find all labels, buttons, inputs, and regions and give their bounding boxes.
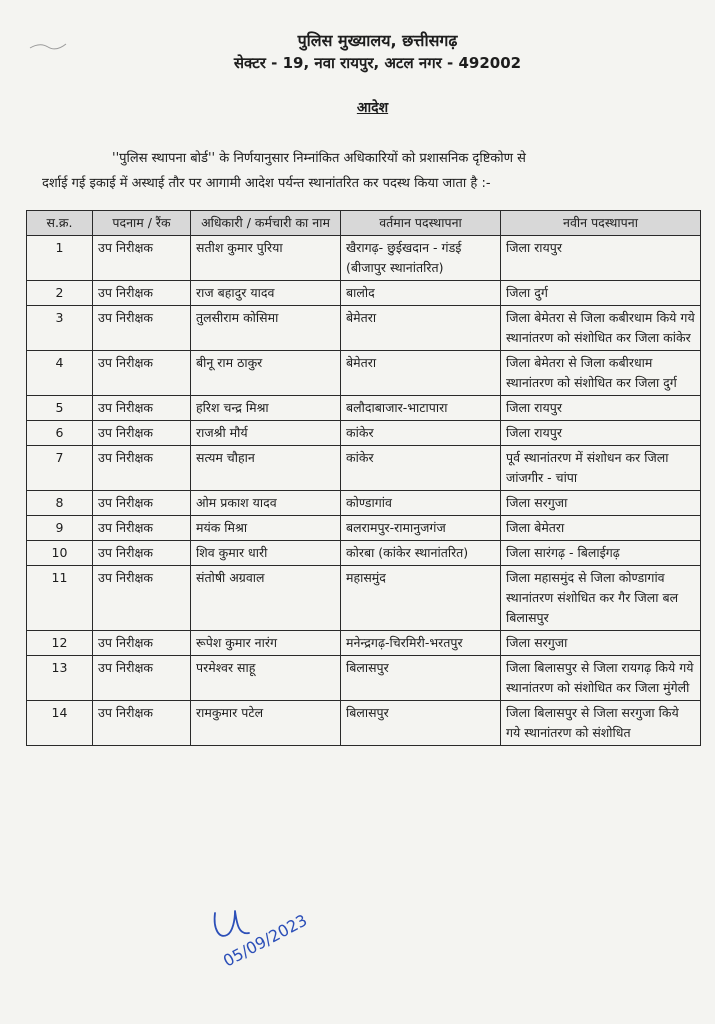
name-cell: बीनू राम ठाकुर bbox=[191, 351, 341, 396]
name-cell: ओम प्रकाश यादव bbox=[191, 491, 341, 516]
current-posting-cell: खैरागढ़- छुईखदान - गंडई (बीजापुर स्थानांतरित) bbox=[341, 236, 501, 281]
table-row bbox=[27, 491, 701, 516]
intro-line-1: ''पुलिस स्थापना बोर्ड'' के निर्णयानुसार निम्नांकित अधिकारियों को प्रशासनिक दृष्टिकोण से bbox=[112, 151, 526, 166]
name-cell: सतीश कुमार पुरिया bbox=[191, 236, 341, 281]
header-officer-name: अधिकारी / कर्मचारी का नाम bbox=[191, 211, 341, 236]
new-posting-cell: जिला बिलासपुर से जिला रायगढ़ किये गये स्थानांतरण को संशोधित कर जिला मुंगेली bbox=[501, 656, 701, 701]
current-posting-cell: कोरबा (कांकेर स्थानांतरित) bbox=[341, 541, 501, 566]
new-posting-cell: जिला महासमुंद से जिला कोण्डागांव स्थानांतरण संशोधित कर गैर जिला बल बिलासपुर bbox=[501, 566, 701, 631]
name-cell: शिव कुमार धारी bbox=[191, 541, 341, 566]
office-name: पुलिस मुख्यालय, छत्तीसगढ़ bbox=[297, 31, 458, 50]
rank-cell: उप निरीक्षक bbox=[93, 516, 191, 541]
table-row bbox=[27, 566, 701, 631]
current-posting-cell: बालोद bbox=[341, 281, 501, 306]
serial-cell: 8 bbox=[27, 491, 93, 516]
current-posting-cell: बलौदाबाजार-भाटापारा bbox=[341, 396, 501, 421]
header-current-posting: वर्तमान पदस्थापना bbox=[341, 211, 501, 236]
current-posting-cell: महासमुंद bbox=[341, 566, 501, 631]
rank-cell: उप निरीक्षक bbox=[93, 566, 191, 631]
name-cell: तुलसीराम कोसिमा bbox=[191, 306, 341, 351]
serial-cell: 4 bbox=[27, 351, 93, 396]
new-posting-cell: जिला बेमेतरा से जिला कबीरधाम स्थानांतरण को संशोधित कर जिला दुर्ग bbox=[501, 351, 701, 396]
new-posting-cell: जिला बिलासपुर से जिला सरगुजा किये गये स्थानांतरण को संशोधित bbox=[501, 701, 701, 746]
rank-cell: उप निरीक्षक bbox=[93, 281, 191, 306]
current-posting-cell: मनेन्द्रगढ़-चिरमिरी-भरतपुर bbox=[341, 631, 501, 656]
rank-cell: उप निरीक्षक bbox=[93, 491, 191, 516]
current-posting-cell: बेमेतरा bbox=[341, 351, 501, 396]
table-row bbox=[27, 236, 701, 281]
header-new-posting: नवीन पदस्थापना bbox=[501, 211, 701, 236]
name-cell: संतोषी अग्रवाल bbox=[191, 566, 341, 631]
handwritten-signature bbox=[205, 895, 345, 985]
table-row bbox=[27, 516, 701, 541]
name-cell: हरिश चन्द्र मिश्रा bbox=[191, 396, 341, 421]
signature-date: 05/09/2023 bbox=[219, 910, 311, 971]
table-row bbox=[27, 656, 701, 701]
table-header-row bbox=[27, 211, 701, 236]
new-posting-cell: जिला सरगुजा bbox=[501, 631, 701, 656]
serial-cell: 1 bbox=[27, 236, 93, 281]
rank-cell: उप निरीक्षक bbox=[93, 396, 191, 421]
name-cell: परमेश्वर साहू bbox=[191, 656, 341, 701]
current-posting-cell: कांकेर bbox=[341, 446, 501, 491]
current-posting-cell: बिलासपुर bbox=[341, 701, 501, 746]
header-serial: स.क्र. bbox=[27, 211, 93, 236]
serial-cell: 7 bbox=[27, 446, 93, 491]
table-row bbox=[27, 701, 701, 746]
table-row bbox=[27, 396, 701, 421]
table-row bbox=[27, 306, 701, 351]
rank-cell: उप निरीक्षक bbox=[93, 421, 191, 446]
serial-cell: 9 bbox=[27, 516, 93, 541]
office-address: सेक्टर - 19, नवा रायपुर, अटल नगर - 492002 bbox=[233, 54, 522, 72]
rank-cell: उप निरीक्षक bbox=[93, 701, 191, 746]
serial-cell: 11 bbox=[27, 566, 93, 631]
new-posting-cell: पूर्व स्थानांतरण में संशोधन कर जिला जांजगीर - चांपा bbox=[501, 446, 701, 491]
serial-cell: 14 bbox=[27, 701, 93, 746]
header-rank: पदनाम / रैंक bbox=[93, 211, 191, 236]
new-posting-cell: जिला रायपुर bbox=[501, 236, 701, 281]
table-row bbox=[27, 421, 701, 446]
letterhead bbox=[0, 30, 715, 74]
new-posting-cell: जिला रायपुर bbox=[501, 396, 701, 421]
table-row bbox=[27, 541, 701, 566]
order-intro bbox=[42, 146, 642, 196]
serial-cell: 3 bbox=[27, 306, 93, 351]
name-cell: मयंक मिश्रा bbox=[191, 516, 341, 541]
serial-cell: 10 bbox=[27, 541, 93, 566]
table-row bbox=[27, 631, 701, 656]
current-posting-cell: कोण्डागांव bbox=[341, 491, 501, 516]
new-posting-cell: जिला बेमेतरा bbox=[501, 516, 701, 541]
name-cell: रामकुमार पटेल bbox=[191, 701, 341, 746]
rank-cell: उप निरीक्षक bbox=[93, 631, 191, 656]
serial-cell: 6 bbox=[27, 421, 93, 446]
name-cell: राज बहादुर यादव bbox=[191, 281, 341, 306]
intro-line-2: दर्शाई गई इकाई में अस्थाई तौर पर आगामी आदेश पर्यन्त स्थानांतरित कर पदस्थ किया जाता है :- bbox=[42, 176, 491, 191]
rank-cell: उप निरीक्षक bbox=[93, 236, 191, 281]
name-cell: रूपेश कुमार नारंग bbox=[191, 631, 341, 656]
serial-cell: 12 bbox=[27, 631, 93, 656]
table-body bbox=[27, 236, 701, 746]
rank-cell: उप निरीक्षक bbox=[93, 306, 191, 351]
new-posting-cell: जिला बेमेतरा से जिला कबीरधाम किये गये स्थानांतरण को संशोधित कर जिला कांकेर bbox=[501, 306, 701, 351]
new-posting-cell: जिला रायपुर bbox=[501, 421, 701, 446]
current-posting-cell: बलरामपुर-रामानुजगंज bbox=[341, 516, 501, 541]
order-title-text: आदेश bbox=[356, 100, 389, 116]
rank-cell: उप निरीक्षक bbox=[93, 656, 191, 701]
serial-cell: 2 bbox=[27, 281, 93, 306]
transfer-table bbox=[26, 210, 701, 746]
new-posting-cell: जिला सारंगढ़ - बिलाईगढ़ bbox=[501, 541, 701, 566]
rank-cell: उप निरीक्षक bbox=[93, 351, 191, 396]
rank-cell: उप निरीक्षक bbox=[93, 541, 191, 566]
serial-cell: 5 bbox=[27, 396, 93, 421]
current-posting-cell: बिलासपुर bbox=[341, 656, 501, 701]
current-posting-cell: बेमेतरा bbox=[341, 306, 501, 351]
current-posting-cell: कांकेर bbox=[341, 421, 501, 446]
order-title bbox=[0, 98, 715, 117]
new-posting-cell: जिला दुर्ग bbox=[501, 281, 701, 306]
new-posting-cell: जिला सरगुजा bbox=[501, 491, 701, 516]
name-cell: राजश्री मौर्य bbox=[191, 421, 341, 446]
table-row bbox=[27, 281, 701, 306]
rank-cell: उप निरीक्षक bbox=[93, 446, 191, 491]
serial-cell: 13 bbox=[27, 656, 93, 701]
table-row bbox=[27, 446, 701, 491]
name-cell: सत्यम चौहान bbox=[191, 446, 341, 491]
table-row bbox=[27, 351, 701, 396]
